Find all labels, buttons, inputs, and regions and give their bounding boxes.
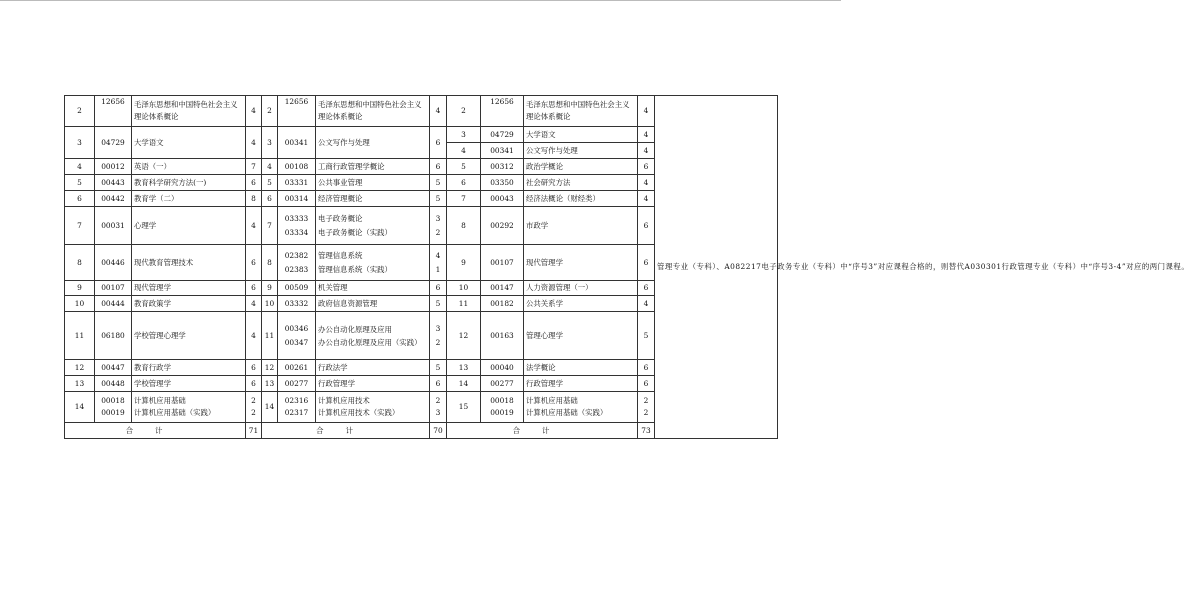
course-name: 政治学概论 xyxy=(524,159,638,175)
row-no: 12 xyxy=(65,360,95,376)
course-name: 教育政策学 xyxy=(132,296,246,312)
course-name: 现代管理学 xyxy=(132,281,246,296)
course-code: 00312 xyxy=(481,159,524,175)
course-name: 政府信息资源管理 xyxy=(316,296,430,312)
course-code: 00043 xyxy=(481,191,524,207)
course-code: 00509 xyxy=(278,281,316,296)
total-label: 合计 xyxy=(262,423,430,439)
credit: 6 xyxy=(246,281,262,296)
row-no: 8 xyxy=(262,245,278,281)
credit: 4 xyxy=(246,312,262,360)
course-code: 12656 xyxy=(481,96,524,127)
credit: 6 xyxy=(638,376,655,392)
row-no: 4 xyxy=(447,143,481,159)
row-no: 10 xyxy=(447,281,481,296)
row-no: 6 xyxy=(447,175,481,191)
course-name: 办公自动化原理及应用 办公自动化原理及应用（实践） xyxy=(316,312,430,360)
course-name: 法学概论 xyxy=(524,360,638,376)
course-name: 大学语文 xyxy=(132,127,246,159)
total-credit: 73 xyxy=(638,423,655,439)
row-no: 10 xyxy=(262,296,278,312)
credit: 5 xyxy=(430,175,447,191)
row-no: 9 xyxy=(65,281,95,296)
credit: 2 3 xyxy=(430,392,447,423)
course-code: 00446 xyxy=(95,245,132,281)
course-code: 03350 xyxy=(481,175,524,191)
course-name: 计算机应用基础 计算机应用基础（实践） xyxy=(524,392,638,423)
page-top-rule xyxy=(0,0,841,1)
row-no: 8 xyxy=(447,207,481,245)
course-name: 市政学 xyxy=(524,207,638,245)
credit: 4 xyxy=(246,296,262,312)
row-no: 6 xyxy=(262,191,278,207)
course-code: 00040 xyxy=(481,360,524,376)
course-code: 00341 xyxy=(481,143,524,159)
course-name: 经济法概论（财经类） xyxy=(524,191,638,207)
course-name: 现代管理学 xyxy=(524,245,638,281)
course-code: 00018 00019 xyxy=(95,392,132,423)
credit: 7 xyxy=(246,159,262,175)
course-code: 00444 xyxy=(95,296,132,312)
course-code: 00314 xyxy=(278,191,316,207)
credit: 6 xyxy=(638,245,655,281)
row-no: 11 xyxy=(447,296,481,312)
course-code: 03333 03334 xyxy=(278,207,316,245)
total-label: 合计 xyxy=(65,423,246,439)
course-code: 00108 xyxy=(278,159,316,175)
course-code: 03332 xyxy=(278,296,316,312)
credit: 4 xyxy=(246,127,262,159)
credit: 6 xyxy=(430,376,447,392)
credit: 3 2 xyxy=(430,312,447,360)
row-no: 11 xyxy=(65,312,95,360)
course-name: 毛泽东思想和中国特色社会主义理论体系概论 xyxy=(524,96,638,127)
course-name: 行政管理学 xyxy=(316,376,430,392)
course-name: 管理信息系统 管理信息系统（实践） xyxy=(316,245,430,281)
course-code: 03331 xyxy=(278,175,316,191)
row-no: 14 xyxy=(262,392,278,423)
course-code: 04729 xyxy=(95,127,132,159)
credit: 3 2 xyxy=(430,207,447,245)
row-no: 7 xyxy=(65,207,95,245)
course-code: 00163 xyxy=(481,312,524,360)
row-no: 8 xyxy=(65,245,95,281)
course-name: 计算机应用技术 计算机应用技术（实践） xyxy=(316,392,430,423)
course-name: 学校管理心理学 xyxy=(132,312,246,360)
row-no: 3 xyxy=(65,127,95,159)
course-name: 电子政务概论 电子政务概论（实践） xyxy=(316,207,430,245)
credit: 6 xyxy=(246,360,262,376)
course-name: 经济管理概论 xyxy=(316,191,430,207)
course-name: 行政管理学 xyxy=(524,376,638,392)
credit: 4 1 xyxy=(430,245,447,281)
credit: 6 xyxy=(246,245,262,281)
course-code: 06180 xyxy=(95,312,132,360)
course-code: 04729 xyxy=(481,127,524,143)
course-name: 机关管理 xyxy=(316,281,430,296)
course-code: 00448 xyxy=(95,376,132,392)
row-no: 14 xyxy=(447,376,481,392)
credit: 5 xyxy=(430,360,447,376)
total-label: 合计 xyxy=(447,423,638,439)
row-no: 7 xyxy=(262,207,278,245)
course-code: 00107 xyxy=(95,281,132,296)
credit: 2 2 xyxy=(246,392,262,423)
row-no: 3 xyxy=(447,127,481,143)
row-no: 3 xyxy=(262,127,278,159)
credit: 6 xyxy=(638,159,655,175)
course-name: 教育科学研究方法(一) xyxy=(132,175,246,191)
row-no: 10 xyxy=(65,296,95,312)
row-no: 9 xyxy=(262,281,278,296)
credit: 8 xyxy=(246,191,262,207)
credit: 6 xyxy=(430,127,447,159)
course-code: 12656 xyxy=(278,96,316,127)
credit: 4 xyxy=(638,191,655,207)
credit: 4 xyxy=(246,96,262,127)
row-no: 11 xyxy=(262,312,278,360)
course-code: 12656 xyxy=(95,96,132,127)
course-code: 00261 xyxy=(278,360,316,376)
credit: 4 xyxy=(638,296,655,312)
table-row xyxy=(65,96,778,127)
course-code: 02316 02317 xyxy=(278,392,316,423)
course-name: 公共事业管理 xyxy=(316,175,430,191)
course-name: 英语（一） xyxy=(132,159,246,175)
row-no: 13 xyxy=(65,376,95,392)
row-no: 12 xyxy=(447,312,481,360)
course-name: 心理学 xyxy=(132,207,246,245)
row-no: 9 xyxy=(447,245,481,281)
course-code: 00107 xyxy=(481,245,524,281)
course-code: 00443 xyxy=(95,175,132,191)
course-name: 现代教育管理技术 xyxy=(132,245,246,281)
course-code: 00341 xyxy=(278,127,316,159)
row-no: 5 xyxy=(65,175,95,191)
course-code: 00147 xyxy=(481,281,524,296)
course-name: 社会研究方法 xyxy=(524,175,638,191)
row-no: 2 xyxy=(447,96,481,127)
course-code: 00031 xyxy=(95,207,132,245)
row-no: 5 xyxy=(447,159,481,175)
credit: 6 xyxy=(246,175,262,191)
credit: 6 xyxy=(638,207,655,245)
course-code: 00012 xyxy=(95,159,132,175)
row-no: 4 xyxy=(262,159,278,175)
course-name: 公文写作与处理 xyxy=(316,127,430,159)
credit: 4 xyxy=(246,207,262,245)
course-name: 学校管理学 xyxy=(132,376,246,392)
total-credit: 71 xyxy=(246,423,262,439)
credit: 5 xyxy=(430,191,447,207)
course-name: 毛泽东思想和中国特色社会主义理论体系概论 xyxy=(132,96,246,127)
credit: 6 xyxy=(638,360,655,376)
replacement-note: 管理专业（专科）、A082217电子政务专业（专科）中“序号3”对应课程合格的，则替代A030301行政管理专业（专科）中“序号3-4”对应的两门课程。 xyxy=(655,96,778,439)
course-code: 02382 02383 xyxy=(278,245,316,281)
course-code: 00447 xyxy=(95,360,132,376)
row-no: 14 xyxy=(65,392,95,423)
credit: 6 xyxy=(638,281,655,296)
row-no: 4 xyxy=(65,159,95,175)
course-name: 教育学（二） xyxy=(132,191,246,207)
course-code: 00018 00019 xyxy=(481,392,524,423)
course-name: 公共关系学 xyxy=(524,296,638,312)
course-name: 计算机应用基础 计算机应用基础（实践） xyxy=(132,392,246,423)
credit: 6 xyxy=(430,281,447,296)
row-no: 5 xyxy=(262,175,278,191)
credit: 4 xyxy=(638,127,655,143)
row-no: 2 xyxy=(262,96,278,127)
credit: 5 xyxy=(430,296,447,312)
credit: 4 xyxy=(638,143,655,159)
credit: 4 xyxy=(638,175,655,191)
course-name: 工商行政管理学概论 xyxy=(316,159,430,175)
course-name: 大学语文 xyxy=(524,127,638,143)
course-code: 00292 xyxy=(481,207,524,245)
course-name: 行政法学 xyxy=(316,360,430,376)
course-code: 00277 xyxy=(481,376,524,392)
course-equivalence-table xyxy=(64,95,1189,439)
course-name: 公文写作与处理 xyxy=(524,143,638,159)
course-code: 00182 xyxy=(481,296,524,312)
course-code: 00442 xyxy=(95,191,132,207)
total-credit: 70 xyxy=(430,423,447,439)
row-no: 2 xyxy=(65,96,95,127)
row-no: 6 xyxy=(65,191,95,207)
credit: 4 xyxy=(638,96,655,127)
credit: 5 xyxy=(638,312,655,360)
course-name: 教育行政学 xyxy=(132,360,246,376)
credit: 2 2 xyxy=(638,392,655,423)
row-no: 15 xyxy=(447,392,481,423)
course-code: 00277 xyxy=(278,376,316,392)
credit: 6 xyxy=(430,159,447,175)
course-name: 管理心理学 xyxy=(524,312,638,360)
row-no: 12 xyxy=(262,360,278,376)
course-code: 00346 00347 xyxy=(278,312,316,360)
course-name: 毛泽东思想和中国特色社会主义理论体系概论 xyxy=(316,96,430,127)
row-no: 13 xyxy=(447,360,481,376)
course-name: 人力资源管理（一） xyxy=(524,281,638,296)
credit: 6 xyxy=(246,376,262,392)
row-no: 13 xyxy=(262,376,278,392)
row-no: 7 xyxy=(447,191,481,207)
credit: 4 xyxy=(430,96,447,127)
